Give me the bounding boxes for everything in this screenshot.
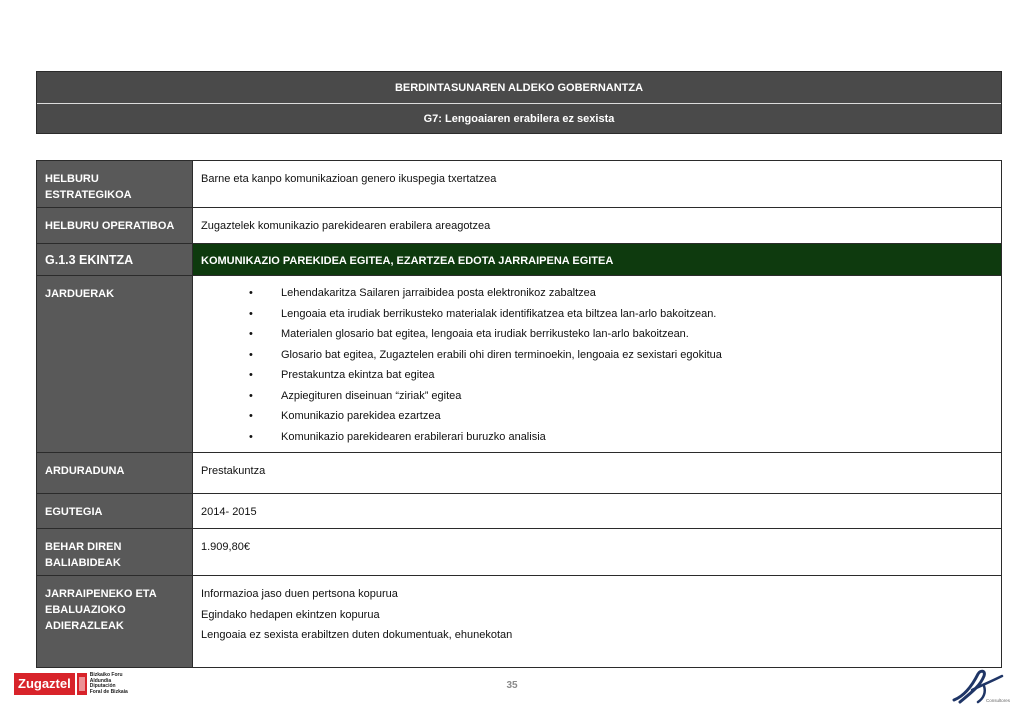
row-helburu-estrategikoa [37,161,1002,208]
list-item: • Lehendakaritza Sailaren jarraibidea posta elektronikoz zabaltzea [249,284,993,305]
label-adierazleak: JARRAIPENEKO ETA EBALUAZIOKO ADIERAZLEAK [37,576,193,668]
indicator-item: Egindako hedapen ekintzen kopurua [201,608,380,621]
indicator-item: Informazioa jaso duen pertsona kopurua [201,588,398,600]
page-number: 35 [506,680,518,691]
value-ekintza: KOMUNIKAZIO PAREKIDEA EGITEA, EZARTZEA EDOTA JARRAIPENA EGITEA [193,244,1002,276]
activities-list [201,284,993,448]
list-item: • Glosario bat egitea, Zugaztelen erabili ohi diren terminoekin, lengoaia ez sexistari egokitua [249,346,993,367]
label-jarduerak: JARDUERAK [37,276,193,453]
value-baliabideak: 1.909,80€ [193,529,1002,576]
consultores-caption: Consultores [986,698,1011,703]
row-arduraduna [37,453,1002,494]
list-item: • Komunikazio parekidearen erabilerari buruzko analisia [249,428,993,449]
list-item: • Lengoaia eta irudiak berrikusteko materialak identifikatzea eta biltzea lan-arlo bakoitzean. [249,305,993,326]
list-item: • Prestakuntza ekintza bat egitea [249,366,993,387]
row-ekintza [37,244,1002,276]
list-item: • Azpiegituren diseinuan “ziriak” egitea [249,387,993,408]
value-adierazleak [193,576,1002,668]
section-title: BERDINTASUNAREN ALDEKO GOBERNANTZA [394,81,644,94]
row-helburu-operatiboa [37,208,1002,244]
label-helburu-operatiboa: HELBURU OPERATIBOA [37,208,193,244]
indicator-item: Lengoaia ez sexista erabiltzen duten dokumentuak, ehunekotan [201,629,513,641]
action-table [36,160,1002,668]
bizkaia-text: Bizkaiko Foru Aldundia Diputación Foral de Bizkaia [89,672,128,695]
list-item: • Komunikazio parekidea ezartzea [249,407,993,428]
label-arduraduna: ARDURADUNA [37,453,193,494]
row-egutegia [37,494,1002,529]
bizkaia-shield-icon [77,673,87,695]
value-jarduerak [193,276,1002,453]
value-egutegia: 2014- 2015 [193,494,1002,529]
value-arduraduna: Prestakuntza [193,453,1002,494]
row-jarduerak [37,276,1002,453]
value-helburu-estrategikoa: Barne eta kanpo komunikazioan genero ikuspegia txertatzea [193,161,1002,208]
row-adierazleak [37,576,1002,668]
list-item: • Materialen glosario bat egitea, lengoaia eta irudiak berrikusteko lan-arlo bakoitzean. [249,325,993,346]
row-baliabideak [37,529,1002,576]
section-subtitle: G7: Lengoaiaren erabilera ez sexista [37,103,1001,134]
zugaztel-logo [14,673,128,695]
label-ekintza: G.1.3 EKINTZA [37,244,193,276]
value-helburu-operatiboa: Zugaztelek komunikazio parekidearen erabilera areagotzea [193,208,1002,244]
label-egutegia: EGUTEGIA [37,494,193,529]
label-baliabideak: BEHAR DIREN BALIABIDEAK [37,529,193,576]
label-helburu-estrategikoa: HELBURU ESTRATEGIKOA [37,161,193,208]
zugaztel-wordmark: Zugaztel [14,673,75,695]
section-header [36,71,1002,134]
